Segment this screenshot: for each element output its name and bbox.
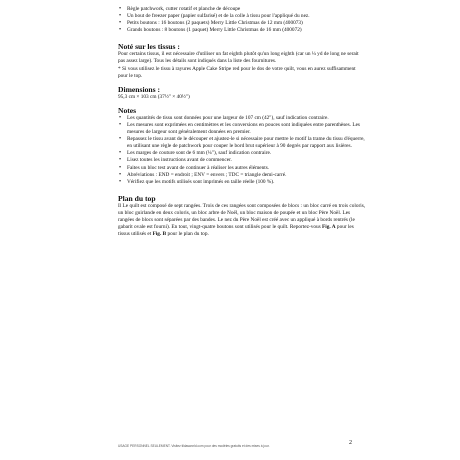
- dimensions-value: 95,3 cm × 103 cm (37½" × 40½"): [118, 93, 190, 100]
- list-item: • Petits boutons : 16 boutons (2 paquets) Merry Little Christmas de 12 mm (400073): [127, 20, 366, 27]
- notes-list: [118, 115, 366, 186]
- materials-list: [118, 6, 366, 34]
- list-item: • Abréviations : END = endroit ; ENV = envers ; TDC = triangle demi-carré.: [127, 172, 366, 179]
- page-content: [118, 6, 366, 238]
- notes-heading: Notes: [118, 105, 137, 115]
- list-item: • Un bout de freezer paper (papier sulfarisé) et de la colle à tissu pour l'appliqué du nez.: [127, 13, 366, 20]
- list-item: • Les quantités de tissu sont données pour une largeur de 107 cm (42"), sauf indication contraire.: [127, 115, 366, 122]
- list-item: • Vérifiez que les motifs utilisés sont imprimés en taille réelle (100 %).: [127, 179, 366, 186]
- plan-text: Il Le quilt est composé de sept rangées. Trois de ces rangées sont composées de blocs : un bloc carré en trois coloris, un bloc guirlande en deux coloris, un bloc arbre de Noël, un bloc maison de poupée et un bloc Père Noël. Les rangées de blocs sont séparées par des bandes. Le nez du Père Noël est créé avec un appliqué à bords rentrés (le gabarit ovale est fourni). En tout, vingt-quatre boutons sont utilisés pour le quilt. Reportez-vous: [118, 202, 366, 231]
- page-number: 2: [349, 440, 352, 446]
- dimensions-heading: Dimensions :: [118, 84, 160, 94]
- dimensions-section: [118, 85, 366, 101]
- plan-text: pour les tissus utilisés et: [118, 224, 354, 238]
- list-item: • Grands boutons : 8 boutons (1 paquet) Merry Little Christmas de 16 mm (400072): [127, 27, 366, 34]
- fabric-note-paragraph: Pour certains tissus, il est nécessaire d'utiliser un fat eighth plutôt qu'un long eighth (car un ¼ yd de long ne serait pas assez large). Tous les détails sont indiqués dans la liste des fournitures.: [118, 51, 359, 65]
- fig-a-reference: Fig. A: [322, 224, 336, 231]
- fabric-note-section: [118, 42, 366, 79]
- list-item: • Repassez le tissu avant de le découper et ajustez-le si nécessaire pour mettre le motif la trame du tissu d'équerre, en utilisant une règle de patchwork pour couper le bord brut supérieur à 90 degrés par rapport aux lisières.: [127, 136, 366, 150]
- plan-heading: Plan du top: [118, 193, 156, 203]
- plan-text: pour le plan du top.: [166, 231, 209, 238]
- list-item: • Règle patchwork, cutter rotatif et planche de découpe: [127, 6, 366, 13]
- list-item: • Les mesures sont exprimées en centimètres et les conversions en pouces sont indiquées entre parenthèses. Les mesures de largeur sont généralement données en premier.: [127, 122, 366, 136]
- plan-paragraph: [118, 203, 366, 238]
- list-item: • Faites un bloc test avant de continuer à réaliser les autres éléments.: [127, 165, 366, 172]
- fabric-note-paragraph: * Si vous utilisez le tissu à rayures Apple Cake Stripe red pour le dos de votre quilt, vous en aurez suffisamment pour le top.: [118, 65, 356, 79]
- fig-b-reference: Fig. B: [152, 231, 167, 238]
- list-item: • Lisez toutes les instructions avant de commencer.: [127, 157, 366, 164]
- fabric-note-heading: Noté sur les tissus :: [118, 42, 180, 52]
- plan-section: [118, 194, 366, 238]
- list-item: • Les marges de couture sont de 6 mm (¼"), sauf indication contraire.: [127, 150, 366, 157]
- notes-section: [118, 106, 366, 186]
- page-footer: USAGE PERSONNEL SEULEMENT. Visitez tildasworld.com pour des modèles gratuits et des mises à jour.: [118, 444, 270, 448]
